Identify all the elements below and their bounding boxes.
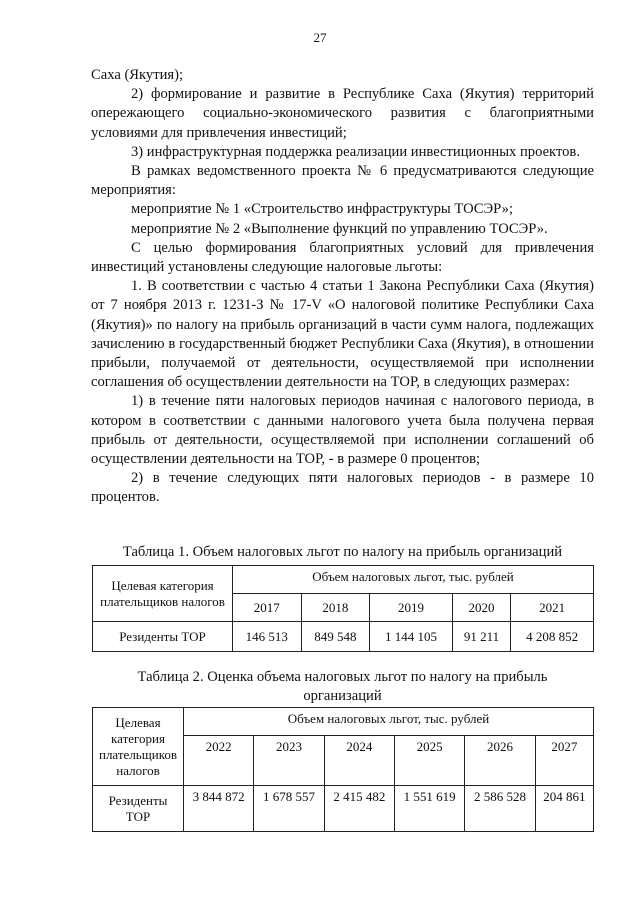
- table2-value-cell: 3 844 872: [184, 786, 254, 832]
- table1: [92, 565, 594, 652]
- table1-year-header: 2020: [452, 594, 510, 622]
- table2-year-header: 2026: [465, 736, 535, 786]
- paragraph: Саха (Якутия);: [91, 67, 184, 83]
- table2-category-header: Целевая категория плательщиков налогов: [93, 708, 184, 786]
- paragraph: С целью формирования благоприятных условий для привлечения инвестиций установлены следующие налоговые льготы:: [91, 239, 594, 276]
- page-number: 27: [313, 30, 327, 45]
- paragraph: 2) формирование и развитие в Республике Саха (Якутия) территорий опережающего социально-экономического развития с благоприятными условиями для привлечения инвестиций;: [91, 86, 594, 141]
- paragraph: 2) в течение следующих пяти налоговых периодов - в размере 10 процентов.: [91, 470, 594, 506]
- table1-value-cell: 4 208 852: [511, 622, 594, 652]
- table2-year-header: 2027: [535, 736, 593, 786]
- table1-year-header: 2018: [301, 594, 370, 622]
- paragraph: мероприятие № 1 «Строительство инфраструктуры ТОСЭР»;: [131, 201, 514, 218]
- table2-year-header: 2023: [254, 736, 324, 786]
- table1-value-cell: 849 548: [301, 622, 370, 652]
- paragraph: 1) в течение пяти налоговых периодов начиная с налогового периода, в котором в соответствии с данными налогового учета была получена первая прибыль от деятельности, осуществляемой при исполнении соглашений об осуществлении деятельности на ТОР, - в размере 0 процентов;: [91, 393, 594, 468]
- table2-caption-line2: организаций: [303, 688, 382, 704]
- table1-year-header: 2017: [233, 594, 302, 622]
- table1-year-header: 2019: [370, 594, 453, 622]
- table2-value-cell: 2 586 528: [465, 786, 535, 832]
- table2-volume-header: Объем налоговых льгот, тыс. рублей: [184, 708, 594, 736]
- table2-year-header: 2024: [324, 736, 394, 786]
- table2: [92, 707, 594, 832]
- table1-volume-header: Объем налоговых льгот, тыс. рублей: [233, 566, 594, 594]
- table2-value-cell: 1 678 557: [254, 786, 324, 832]
- paragraph: В рамках ведомственного проекта № 6 предусматриваются следующие мероприятия:: [91, 163, 594, 199]
- table2-value-cell: 204 861: [535, 786, 593, 832]
- table2-value-cell: 1 551 619: [394, 786, 464, 832]
- table1-value-cell: 146 513: [233, 622, 302, 652]
- table1-caption: Таблица 1. Объем налоговых льгот по налогу на прибыль организаций: [122, 544, 563, 560]
- table2-caption: [91, 668, 594, 706]
- table1-value-cell: 91 211: [452, 622, 510, 652]
- table1-year-header: 2021: [511, 594, 594, 622]
- table2-year-header: 2022: [184, 736, 254, 786]
- table1-row-label: Резиденты ТОР: [93, 622, 233, 652]
- table1-category-header: Целевая категория плательщиков налогов: [93, 566, 233, 622]
- table2-year-header: 2025: [394, 736, 464, 786]
- paragraph: 3) инфраструктурная поддержка реализации инвестиционных проектов.: [131, 143, 580, 160]
- paragraph: мероприятие № 2 «Выполнение функций по управлению ТОСЭР».: [131, 220, 548, 237]
- body-text: [91, 66, 594, 508]
- table2-value-cell: 2 415 482: [324, 786, 394, 832]
- table2-caption-line1: Таблица 2. Оценка объема налоговых льгот по налогу на прибыль: [137, 669, 548, 685]
- paragraph: 1. В соответствии с частью 4 статьи 1 Закона Республики Саха (Якутия) от 7 ноября 2013 г. 1231-З № 17-V «О налоговой политике Республики Саха (Якутия)» по налогу на прибыль организаций в части сумм налога, подлежащих зачислению в государственный бюджет Республики Саха (Якутия), в отношении прибыли, получаемой от деятельности, осуществляемой при исполнении соглашения об осуществлении деятельности на ТОР, в следующих размерах:: [91, 278, 594, 391]
- table2-row-label: Резиденты ТОР: [93, 786, 184, 832]
- table1-value-cell: 1 144 105: [370, 622, 453, 652]
